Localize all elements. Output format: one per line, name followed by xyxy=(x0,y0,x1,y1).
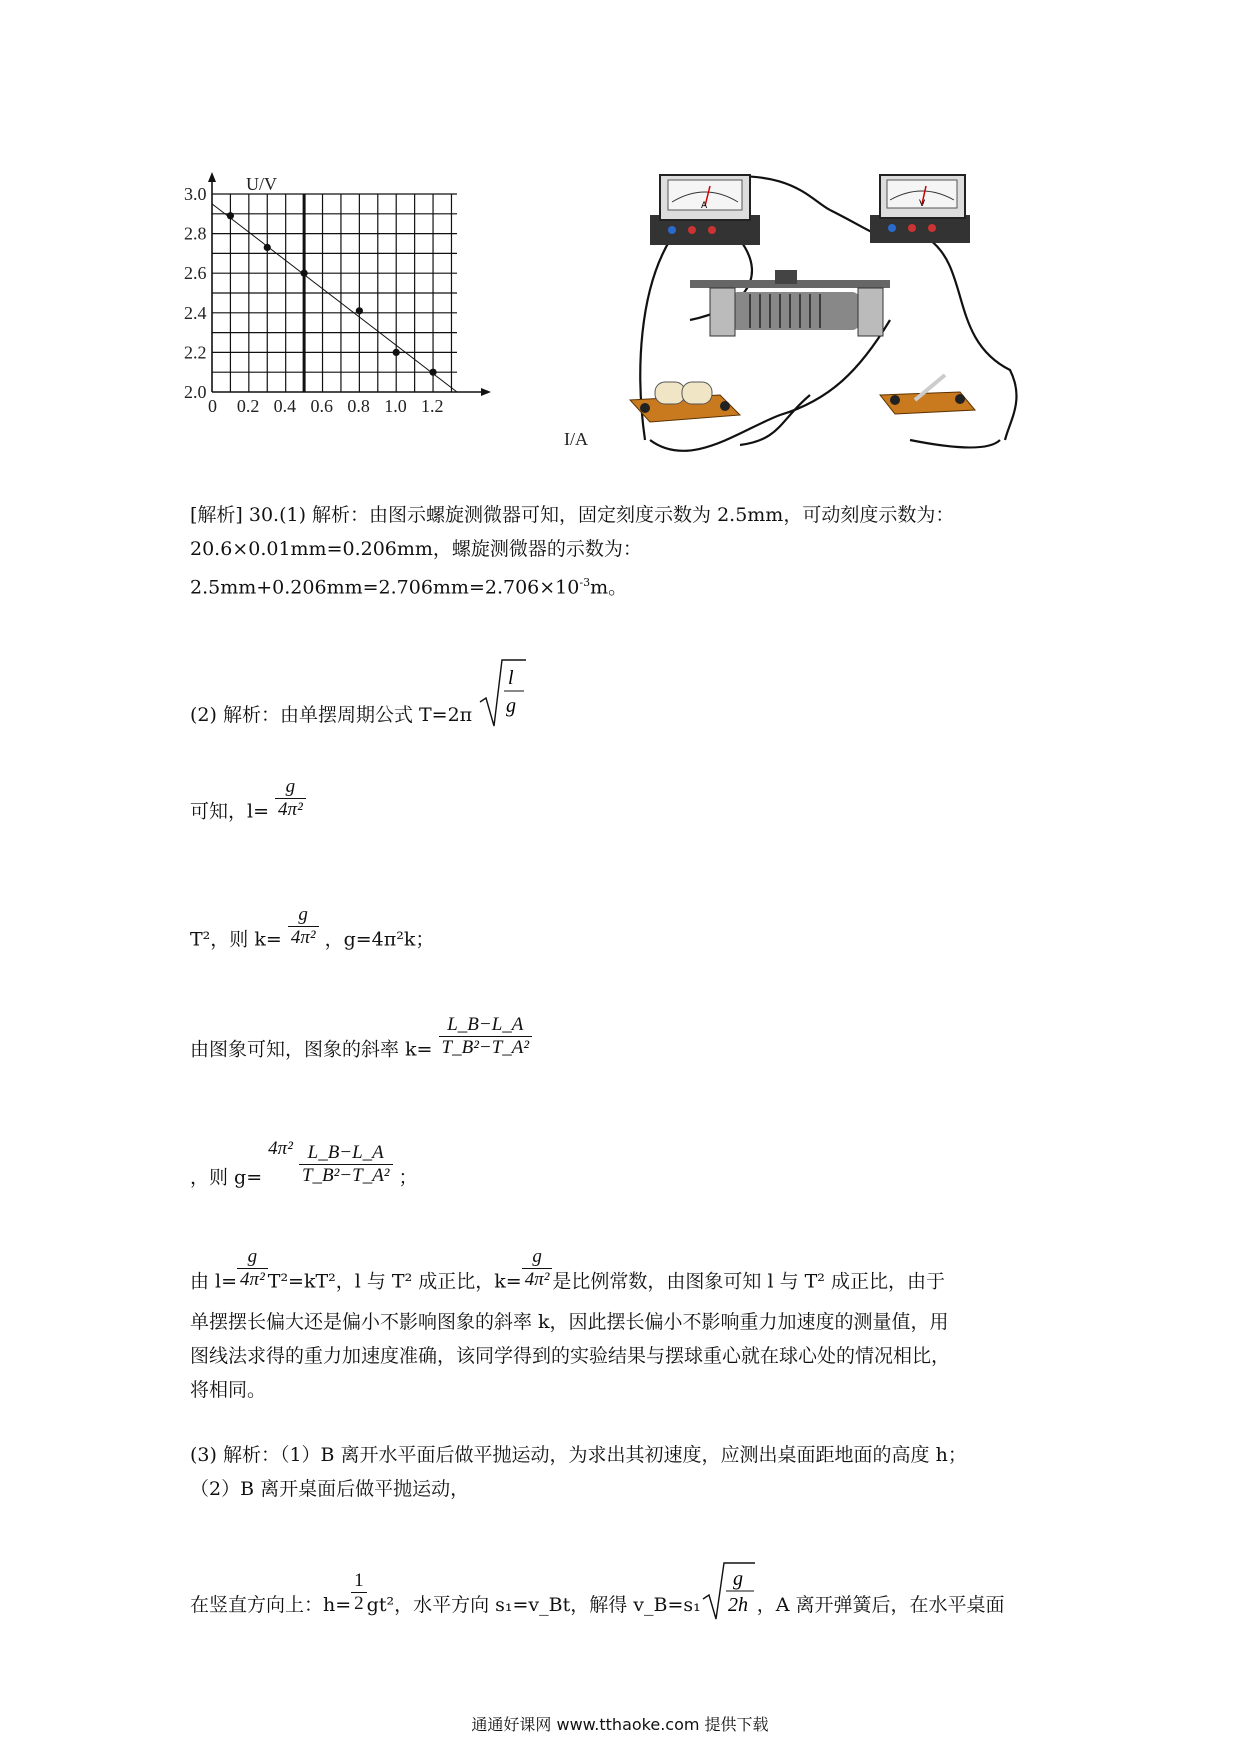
solution-part5 xyxy=(190,1014,532,1073)
part8-b: gt²，水平方向 s₁=v_Bt，解得 v_B=s₁ xyxy=(366,1594,701,1616)
page-footer: 通通好课网 www.tthaoke.com 提供下载 xyxy=(471,1715,769,1734)
part7-c: 是比例常数，由图象可知 l 与 T² 成正比，由于 xyxy=(552,1270,945,1293)
part7-line1 xyxy=(190,1246,950,1305)
rheostat xyxy=(690,270,890,336)
frac-den: T_B²−T_A² xyxy=(301,1165,390,1186)
part6-text-a: ，则 g= xyxy=(190,1166,263,1189)
graph-axes xyxy=(208,172,491,396)
fraction-l xyxy=(237,1246,268,1291)
fraction-g-4pi2 xyxy=(275,776,306,821)
y-tick-label: 3.0 xyxy=(184,184,207,204)
solution-part8 xyxy=(190,1438,967,1506)
y-tick-label: 2.8 xyxy=(184,223,207,244)
part8-a: 在竖直方向上：h= xyxy=(190,1594,352,1616)
data-point xyxy=(356,307,363,314)
part1-line3 xyxy=(190,566,954,604)
frac-num: 1 xyxy=(351,1570,367,1593)
part8-line1: (3) 解析：（1）B 离开水平面后做平抛运动，为求出其初速度，应测出桌面距地面的高度 h； xyxy=(190,1444,967,1466)
voltmeter xyxy=(870,175,970,243)
solution-part7 xyxy=(190,1246,951,1407)
part7-line2: 单摆摆长偏大还是偏小不影响图象的斜率 k，因此摆长偏小不影响重力加速度的测量值，用 xyxy=(190,1311,949,1333)
data-points xyxy=(227,212,437,376)
data-point xyxy=(429,369,436,376)
part7-b: T²=kT²，l 与 T² 成正比，k= xyxy=(267,1270,522,1293)
frac-num: L_B−L_A xyxy=(439,1014,533,1037)
data-point xyxy=(393,349,400,356)
x-axis-label: I/A xyxy=(564,429,588,449)
part1-line2: 20.6×0.01mm=0.206mm，螺旋测微器的示数为： xyxy=(190,538,642,560)
x-tick-label: 0.2 xyxy=(236,396,260,416)
fraction-g-result xyxy=(299,1142,393,1187)
data-point xyxy=(264,244,271,251)
part1-line3-a: 2.5mm+0.206mm=2.706mm=2.706×10 xyxy=(190,576,580,599)
sqrt-num: l xyxy=(508,667,514,689)
solution-part1 xyxy=(190,498,954,604)
x-tick-label: 0.8 xyxy=(347,396,370,416)
part5-text: 由图象可知，图象的斜率 k= xyxy=(190,1038,433,1061)
part6-text-b: ； xyxy=(398,1166,418,1189)
frac-num: L_B−L_A xyxy=(299,1142,393,1165)
sqrt-den: g xyxy=(506,695,517,717)
ammeter-letter: A xyxy=(701,201,708,211)
ammeter xyxy=(650,175,760,245)
u-i-graph xyxy=(184,170,600,460)
solution-part4 xyxy=(190,904,435,963)
part8-c: ，A 离开弹簧后，在水平桌面 xyxy=(756,1594,1005,1616)
circuit-photo xyxy=(630,170,1050,470)
voltmeter-letter: V xyxy=(919,199,926,209)
x-tick-label: 1.2 xyxy=(421,396,444,416)
sqrt-num: g xyxy=(732,1568,743,1590)
coef-4pi2: 4π² xyxy=(268,1137,293,1159)
frac-num: g xyxy=(237,1246,268,1269)
x-tick-label: 0.6 xyxy=(310,396,334,416)
fraction-k2 xyxy=(522,1246,553,1291)
y-tick-label: 2.4 xyxy=(184,302,207,323)
x-axis-arrow xyxy=(481,388,491,396)
part2-text: (2) 解析：由单摆周期公式 T=2π xyxy=(190,704,473,726)
part4-text-b: ，g=4π²k； xyxy=(324,928,435,951)
x-tick-label: 0 xyxy=(208,396,217,416)
part7-line3: 图线法求得的重力加速度准确，该同学得到的实验结果与摆球重心就在球心处的情况相比， xyxy=(190,1345,951,1367)
sqrt-den: 2h xyxy=(727,1594,748,1616)
part7-line4: 将相同。 xyxy=(190,1379,267,1401)
part1-exp: -3 xyxy=(579,576,591,589)
x-tick-label: 1.0 xyxy=(384,396,407,416)
frac-den: 2 xyxy=(354,1592,364,1614)
frac-den: 4π² xyxy=(524,1269,550,1290)
solution-part8-eq xyxy=(190,1568,1005,1637)
solution-part2 xyxy=(190,667,528,752)
sqrt-l-over-g xyxy=(478,656,528,728)
data-point xyxy=(301,270,308,277)
y-tick-label: 2.0 xyxy=(184,382,207,402)
y-axis-label: U/V xyxy=(246,174,277,194)
frac-num: g xyxy=(275,776,306,799)
part8-line2: （2）B 离开桌面后做平抛运动， xyxy=(190,1478,470,1500)
y-axis-arrow xyxy=(208,172,216,182)
fraction-slope xyxy=(439,1014,533,1059)
sqrt-g-over-2h xyxy=(701,1559,757,1621)
frac-den: T_B²−T_A² xyxy=(441,1037,530,1058)
switch xyxy=(880,375,975,414)
part7-a: 由 l= xyxy=(190,1270,238,1293)
battery xyxy=(630,382,740,422)
y-tick-label: 2.6 xyxy=(184,263,207,284)
data-point xyxy=(227,212,234,219)
part3-text: 可知，l= xyxy=(190,800,269,823)
y-tick-label: 2.2 xyxy=(184,342,207,363)
frac-num: g xyxy=(288,904,319,927)
part1-line1: [解析] 30.(1) 解析：由图示螺旋测微器可知，固定刻度示数为 2.5mm，可动刻度示数为： xyxy=(190,504,955,526)
part4-text-a: T²，则 k= xyxy=(190,928,282,951)
frac-num: g xyxy=(522,1246,553,1269)
solution-part3 xyxy=(190,776,306,835)
fraction-k xyxy=(288,904,319,949)
part1-line3-b: m。 xyxy=(590,576,628,599)
frac-den: 4π² xyxy=(278,799,303,820)
frac-den: 4π² xyxy=(290,927,316,948)
fraction-half xyxy=(351,1570,367,1615)
frac-den: 4π² xyxy=(240,1269,265,1290)
graph-tick-labels xyxy=(184,184,444,416)
x-tick-label: 0.4 xyxy=(273,396,297,416)
graph-grid xyxy=(212,194,457,392)
solution-part6 xyxy=(190,1137,418,1201)
